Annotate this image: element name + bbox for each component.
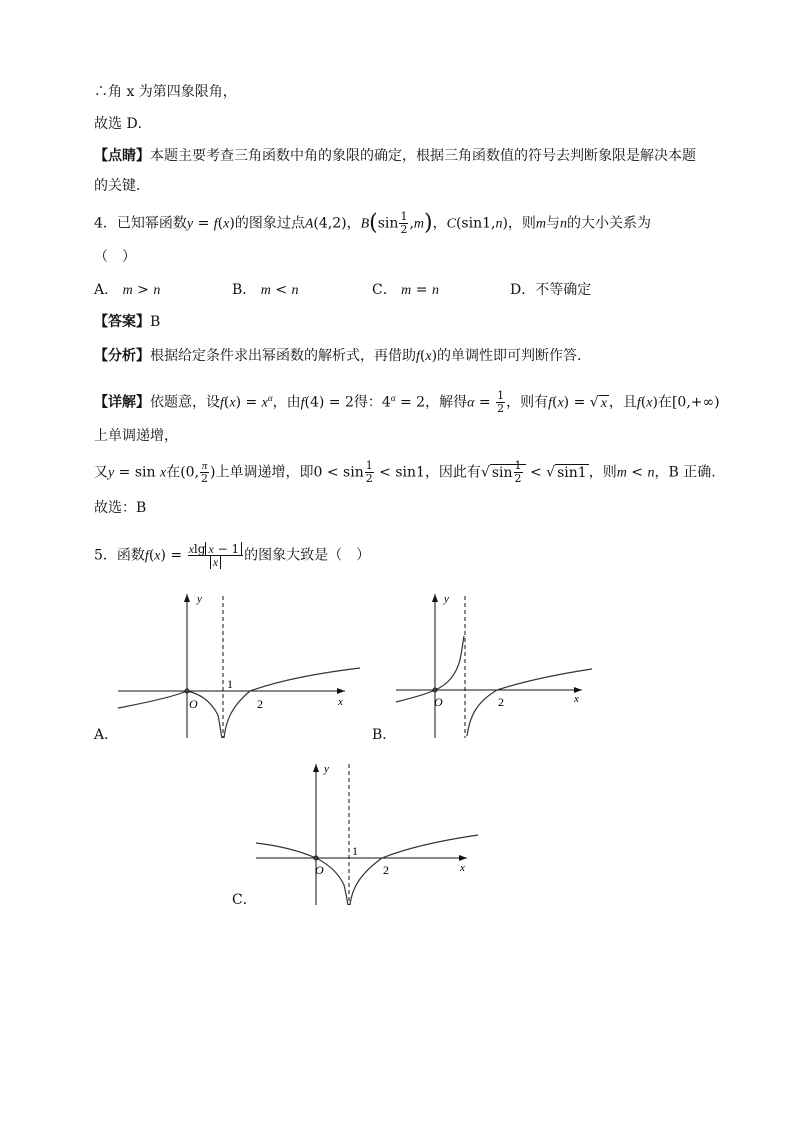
x-axis-arrow — [337, 688, 345, 694]
q4-text: 的图象过点 — [234, 215, 305, 232]
prev-choice: 故选 D． — [94, 116, 152, 132]
origin-label: O — [434, 695, 443, 709]
x-label: x — [338, 696, 343, 708]
x-axis-arrow — [459, 855, 467, 861]
graph-b-label[interactable]: B． — [372, 727, 397, 743]
q5-text: 函数 — [116, 547, 145, 564]
detail-text: 在 — [657, 394, 672, 411]
q4-option-b[interactable]: B． m < n — [232, 282, 299, 298]
tick-2: 2 — [498, 695, 504, 709]
detail-text: 依题意，设 — [150, 394, 220, 411]
q4-detail-2: 又y = sin x在(0, $\frac{\pi}{2}$ )上单调递增，即0 < sin $\frac{1}{2}$ < sin1，因此有√ sin $\frac{1}{2}$ < √ sin1 ，则m < n，B 正确. — [94, 459, 716, 485]
curve-left — [256, 843, 348, 905]
detail-text: 在 — [166, 464, 181, 481]
tick-2: 2 — [257, 697, 263, 711]
prev-conclusion: ∴角 x 为第四象限角， — [94, 84, 237, 100]
y-axis-arrow — [184, 594, 190, 602]
curve-left — [118, 691, 222, 738]
q4-option-c[interactable]: C． m = n — [372, 282, 439, 298]
curve-left — [396, 636, 464, 702]
analysis-text: 的单调性即可判断作答. — [437, 348, 582, 364]
prev-note — [94, 146, 696, 166]
detail-text: 得： — [353, 394, 382, 411]
y-axis-arrow — [432, 594, 438, 602]
q4-analysis: 【分析】根据给定条件求出幂函数的解析式，再借助f(x)的单调性即可判断作答. — [94, 348, 582, 364]
graph-a[interactable] — [110, 590, 370, 740]
option-label: C． — [372, 282, 397, 298]
q4-detail-cont: 上单调递增， — [94, 428, 178, 444]
graph-c[interactable] — [252, 760, 487, 908]
q4-detail: 【详解】依题意，设$f(x) = x^\alpha$，由f(4) = 2得：$4^\alpha = 2$，解得α = $\frac{1}{2}$ ，则有f(x) = √ x ，且f(x)在[0,+∞) — [94, 389, 720, 416]
q5-text: 的图象大致是（ ） — [244, 547, 371, 564]
curve-right — [350, 835, 478, 905]
graph-b[interactable] — [392, 590, 602, 740]
tick-1: 1 — [227, 677, 233, 691]
q5-number: 5． — [94, 547, 117, 564]
y-label: y — [444, 593, 449, 605]
tick-2: 2 — [383, 863, 389, 877]
q4-paren: （ ） — [94, 249, 136, 265]
graph-c-label[interactable]: C． — [232, 892, 257, 908]
note-tag: 【点睛】 — [94, 148, 150, 164]
y-label: y — [324, 763, 329, 775]
q4-text: 的大小关系为 — [567, 215, 652, 232]
option-label: A． — [94, 282, 119, 298]
tick-1: 1 — [352, 844, 358, 858]
analysis-tag: 【分析】 — [94, 348, 150, 364]
note-text: 本题主要考查三角函数中角的象限的确定，根据三角函数值的符号去判断象限是解决本题 — [150, 148, 696, 164]
detail-text: ，由 — [272, 394, 301, 411]
q4-text: 已知幂函数 — [116, 215, 187, 232]
q4-number: 4． — [94, 215, 117, 232]
detail-text: ，且 — [608, 394, 637, 411]
detail-text: ，则 — [588, 464, 617, 481]
option-label: B． — [232, 282, 257, 298]
q4-text: 与 — [546, 215, 561, 232]
q4-option-a[interactable]: A． m > n — [94, 282, 161, 298]
answer-tag: 【答案】 — [94, 314, 150, 330]
origin-label: O — [315, 863, 324, 877]
prev-note-cont: 的关键． — [94, 178, 150, 194]
y-axis-arrow — [313, 764, 319, 772]
detail-text: 上单调递增，即 — [215, 464, 314, 481]
q4-stem: 4．已知幂函数y = f(x)的图象过点A(4,2)，B(sin $\frac{1}{2}$ ,m)，C(sin1,n)，则m与n的大小关系为 — [94, 210, 652, 236]
detail-tag: 【详解】 — [94, 394, 150, 411]
q5-stem: 5．函数f(x) = $\frac{\text{xlg x − 1}}{x}$ 的图象大致是（ ） — [94, 542, 371, 569]
x-label: x — [460, 862, 465, 874]
origin-label: O — [189, 697, 198, 711]
detail-text: ，B 正确. — [654, 464, 716, 481]
detail-text: 又 — [94, 464, 108, 481]
y-label: y — [197, 593, 202, 605]
x-label: x — [574, 693, 579, 705]
detail-text: ，解得 — [425, 394, 468, 411]
detail-text: ，则有 — [506, 394, 549, 411]
q4-option-d[interactable]: D．不等确定 — [510, 282, 592, 298]
graph-a-label[interactable]: A． — [94, 727, 119, 743]
q4-answer — [94, 312, 160, 332]
detail-text: ，因此有 — [424, 464, 481, 481]
q4-text: ，则 — [507, 215, 536, 232]
analysis-text: 根据给定条件求出幂函数的解析式，再借助 — [150, 348, 416, 364]
q4-choose: 故选：B — [94, 500, 147, 516]
answer-value: B — [150, 314, 161, 330]
